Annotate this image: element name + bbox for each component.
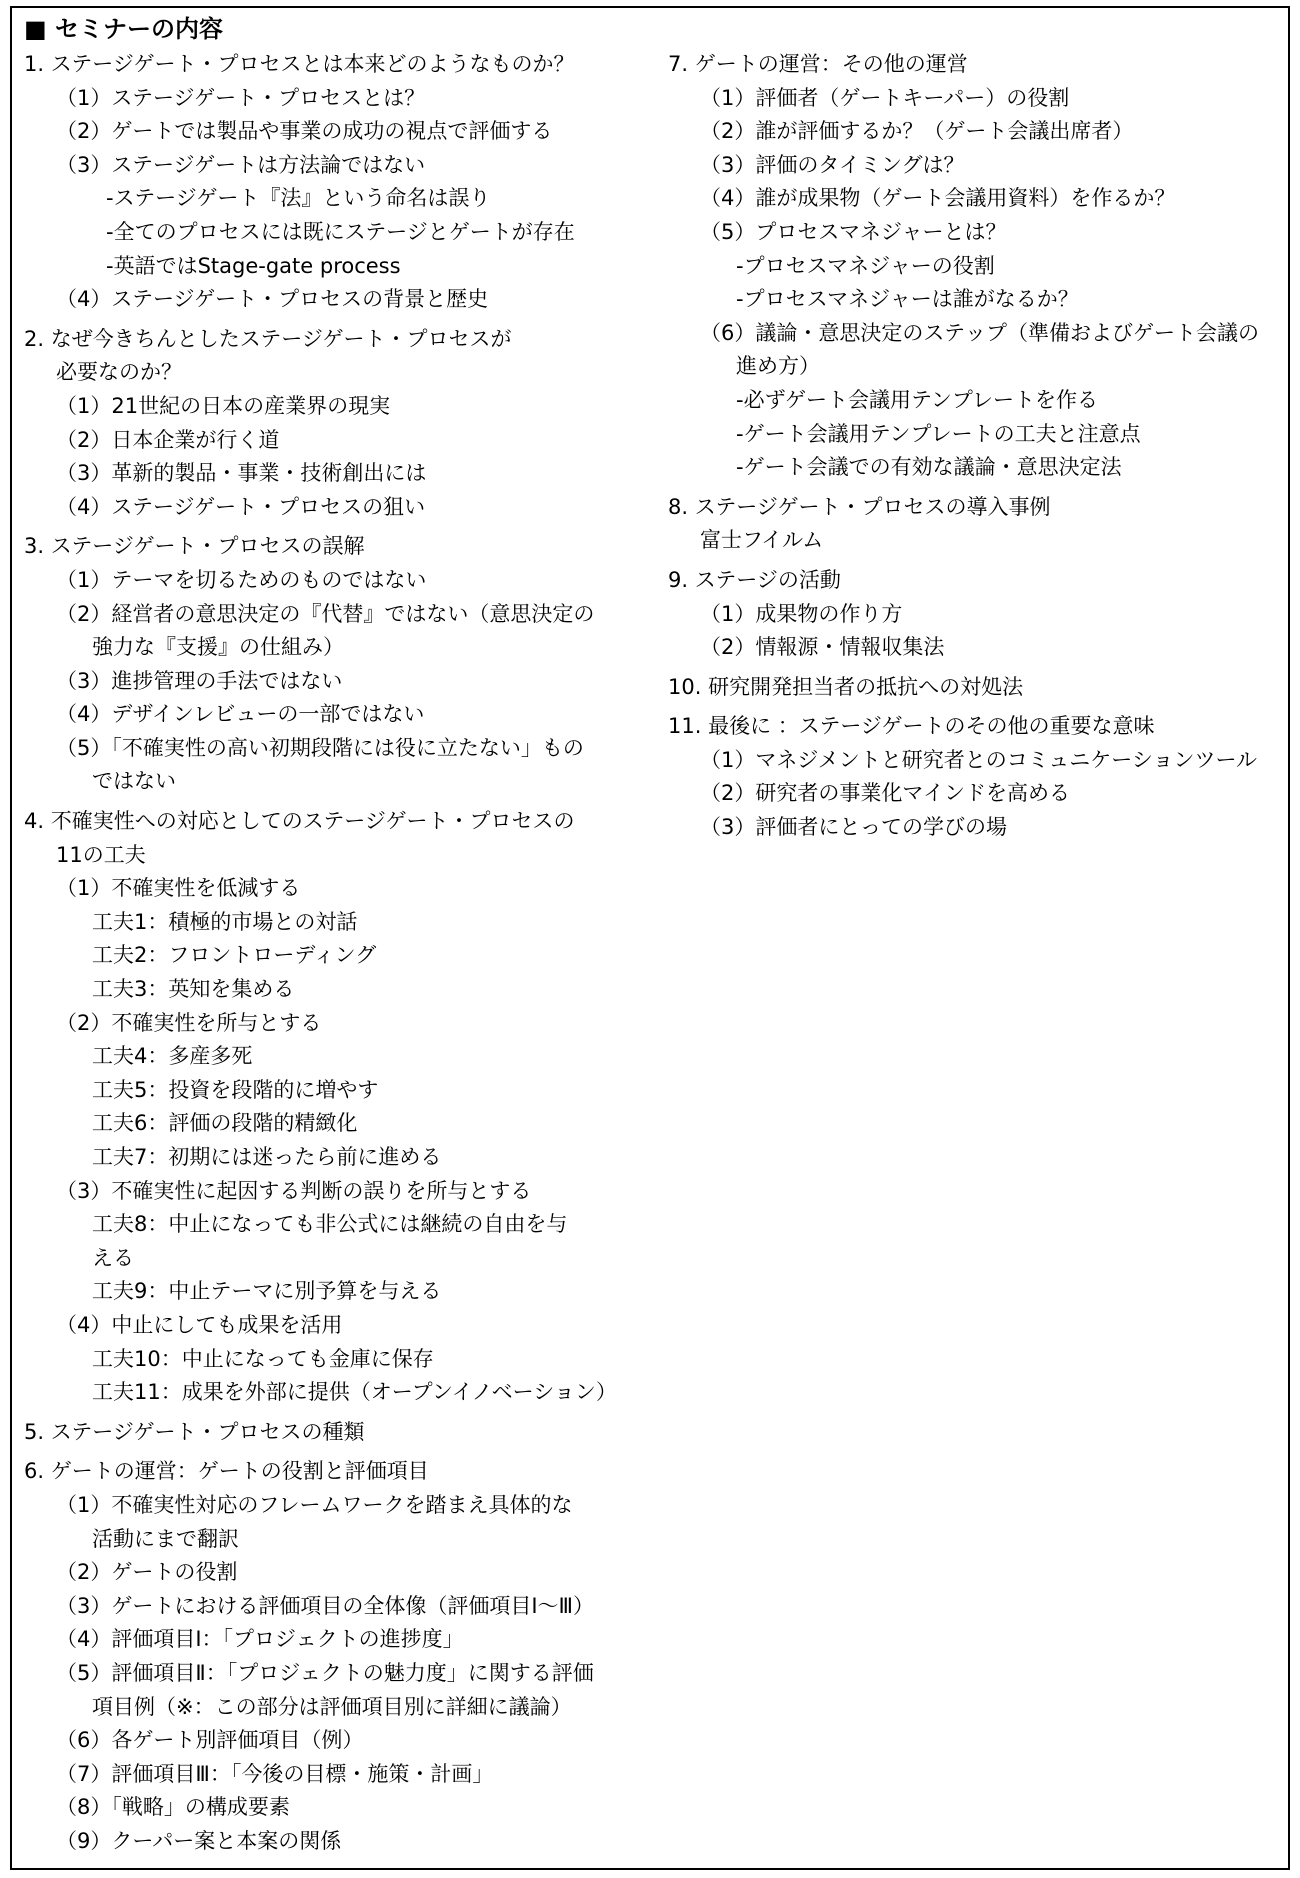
outline-section — [24, 530, 642, 799]
left-column — [24, 48, 642, 1858]
outline-item: （4）中止にしても成果を活用 — [56, 1312, 343, 1337]
outline-item: -英語ではStage-gate process — [106, 253, 401, 278]
outline-item: （4）デザインレビューの一部ではない — [56, 702, 425, 727]
outline-item: （2）経営者の意思決定の『代替』ではない（意思決定の — [56, 601, 595, 626]
section-heading: 3. ステージゲート・プロセスの誤解 — [24, 534, 365, 559]
outline-item: （2）不確実性を所与とする — [56, 1010, 322, 1035]
section-heading: 8. ステージゲート・プロセスの導入事例 — [668, 494, 1051, 519]
outline-item: （8）「戦略」の構成要素 — [56, 1795, 290, 1820]
outline-item: （7）評価項目Ⅲ：「今後の目標・施策・計画」 — [56, 1761, 494, 1786]
outline-item: （5）「不確実性の高い初期段階には役に立たない」もの — [56, 735, 584, 760]
outline-item: （2）情報源・情報収集法 — [700, 635, 945, 660]
outline-item: 工夫8：中止になっても非公式には継続の自由を与 — [92, 1212, 568, 1237]
outline-item: 工夫9：中止テーマに別予算を与える — [92, 1279, 442, 1304]
outline-item: （3）評価者にとっての学びの場 — [700, 815, 1007, 840]
outline-section — [668, 671, 1288, 705]
outline-item: -ステージゲート『法』という命名は誤り — [106, 186, 491, 211]
section-heading: 9. ステージの活動 — [668, 567, 841, 592]
outline-item: 項目例（※：この部分は評価項目別に詳細に議論） — [92, 1694, 572, 1719]
outline-item: -ゲート会議での有効な議論・意思決定法 — [736, 455, 1122, 480]
outline-section — [668, 710, 1288, 844]
outline-item: （4）ステージゲート・プロセスの狙い — [56, 494, 426, 519]
outline-item: 工夫11：成果を外部に提供（オープンイノベーション） — [92, 1380, 617, 1405]
outline-item: 11の工夫 — [56, 842, 146, 867]
outline-item: 工夫10：中止になっても金庫に保存 — [92, 1346, 434, 1371]
right-column — [668, 48, 1288, 845]
outline-item: 工夫6：評価の段階的精緻化 — [92, 1111, 358, 1136]
outline-item: （5）評価項目Ⅱ：「プロジェクトの魅力度」に関する評価 — [56, 1660, 594, 1685]
outline-item: （3）ゲートにおける評価項目の全体像（評価項目Ⅰ～Ⅲ） — [56, 1593, 595, 1618]
outline-item: （4）ステージゲート・プロセスの背景と歴史 — [56, 287, 489, 312]
outline-item: （4）誰が成果物（ゲート会議用資料）を作るか？ — [700, 186, 1176, 211]
outline-item: -必ずゲート会議用テンプレートを作る — [736, 387, 1099, 412]
outline-item: 富士フイルム — [700, 528, 824, 553]
outline-item: （1）評価者（ゲートキーパー）の役割 — [700, 85, 1070, 110]
outline-item: （1）21世紀の日本の産業界の現実 — [56, 393, 391, 418]
outline-item: （2）日本企業が行く道 — [56, 427, 280, 452]
outline-item: （2）研究者の事業化マインドを高める — [700, 781, 1070, 806]
outline-item: （1）テーマを切るためのものではない — [56, 567, 427, 592]
section-heading: 1. ステージゲート・プロセスとは本来どのようなものか？ — [24, 52, 575, 76]
section-heading: 11. 最後に ：ステージゲートのその他の重要な意味 — [668, 714, 1155, 739]
outline-item: （1）成果物の作り方 — [700, 601, 903, 626]
outline-item: （3）革新的製品・事業・技術創出には — [56, 461, 427, 486]
outline-item: （9）クーパー案と本案の関係 — [56, 1828, 342, 1853]
section-heading: 4. 不確実性への対応としてのステージゲート・プロセスの — [24, 809, 575, 834]
outline-section — [24, 805, 642, 1410]
outline-item: （2）ゲートの役割 — [56, 1560, 238, 1585]
outline-item: 強力な『支援』の仕組み） — [92, 635, 344, 660]
outline-section — [668, 48, 1288, 485]
seminar-content-box — [10, 6, 1290, 1870]
outline-item: 工夫4：多産多死 — [92, 1044, 253, 1069]
section-heading: 5. ステージゲート・プロセスの種類 — [24, 1419, 365, 1444]
outline-item: 工夫1：積極的市場との対話 — [92, 909, 358, 934]
outline-item: 工夫5：投資を段階的に増やす — [92, 1077, 379, 1102]
outline-item: 必要なのか？ — [56, 360, 182, 385]
outline-section — [24, 1455, 642, 1858]
outline-item: （2）誰が評価するか？（ゲート会議出席者） — [700, 119, 1134, 144]
outline-item: （2）ゲートでは製品や事業の成功の視点で評価する — [56, 119, 553, 144]
outline-item: -プロセスマネジャーは誰がなるか？ — [736, 287, 1079, 312]
outline-item: ではない — [92, 769, 176, 794]
outline-item: 工夫3：英知を集める — [92, 977, 295, 1002]
outline-item: （6）議論・意思決定のステップ（準備およびゲート会議の — [700, 320, 1259, 345]
outline-item: -ゲート会議用テンプレートの工夫と注意点 — [736, 421, 1141, 446]
outline-item: （5）プロセスマネジャーとは？ — [700, 219, 1007, 244]
outline-item: （4）評価項目Ⅰ：「プロジェクトの進捗度」 — [56, 1627, 464, 1652]
outline-section — [668, 564, 1288, 665]
outline-item: える — [92, 1245, 134, 1270]
outline-item: 進め方） — [736, 354, 820, 379]
section-heading: 10. 研究開発担当者の抵抗への対処法 — [668, 674, 1024, 699]
outline-section — [24, 323, 642, 525]
outline-item: -プロセスマネジャーの役割 — [736, 253, 995, 278]
outline-item: 工夫7：初期には迷ったら前に進める — [92, 1145, 442, 1169]
outline-section — [24, 1416, 642, 1450]
outline-section — [24, 48, 642, 317]
outline-item: （6）各ゲート別評価項目（例） — [56, 1728, 364, 1753]
outline-item: （1）不確実性対応のフレームワークを踏まえ具体的な — [56, 1492, 573, 1517]
outline-item: （3）評価のタイミングは？ — [700, 152, 965, 177]
section-heading: 6. ゲートの運営：ゲートの役割と評価項目 — [24, 1459, 429, 1484]
outline-item: （3）不確実性に起因する判断の誤りを所与とする — [56, 1178, 532, 1203]
outline-item: （3）進捗管理の手法ではない — [56, 668, 343, 693]
outline-item: （3）ステージゲートは方法論ではない — [56, 152, 426, 177]
outline-item: 活動にまで翻訳 — [92, 1526, 239, 1551]
page-title: ■ セミナーの内容 — [24, 15, 224, 43]
outline-item: -全てのプロセスには既にステージとゲートが存在 — [106, 219, 575, 244]
section-heading: 7. ゲートの運営：その他の運営 — [668, 52, 968, 76]
outline-item: （1）ステージゲート・プロセスとは？ — [56, 85, 426, 110]
section-heading: 2. なぜ今きちんとしたステージゲート・プロセスが — [24, 326, 512, 351]
outline-item: （1）マネジメントと研究者とのコミュニケーションツール — [700, 747, 1258, 772]
outline-section — [668, 491, 1288, 558]
outline-item: 工夫2：フロントローディング — [92, 943, 377, 968]
outline-item: （1）不確実性を低減する — [56, 876, 301, 901]
